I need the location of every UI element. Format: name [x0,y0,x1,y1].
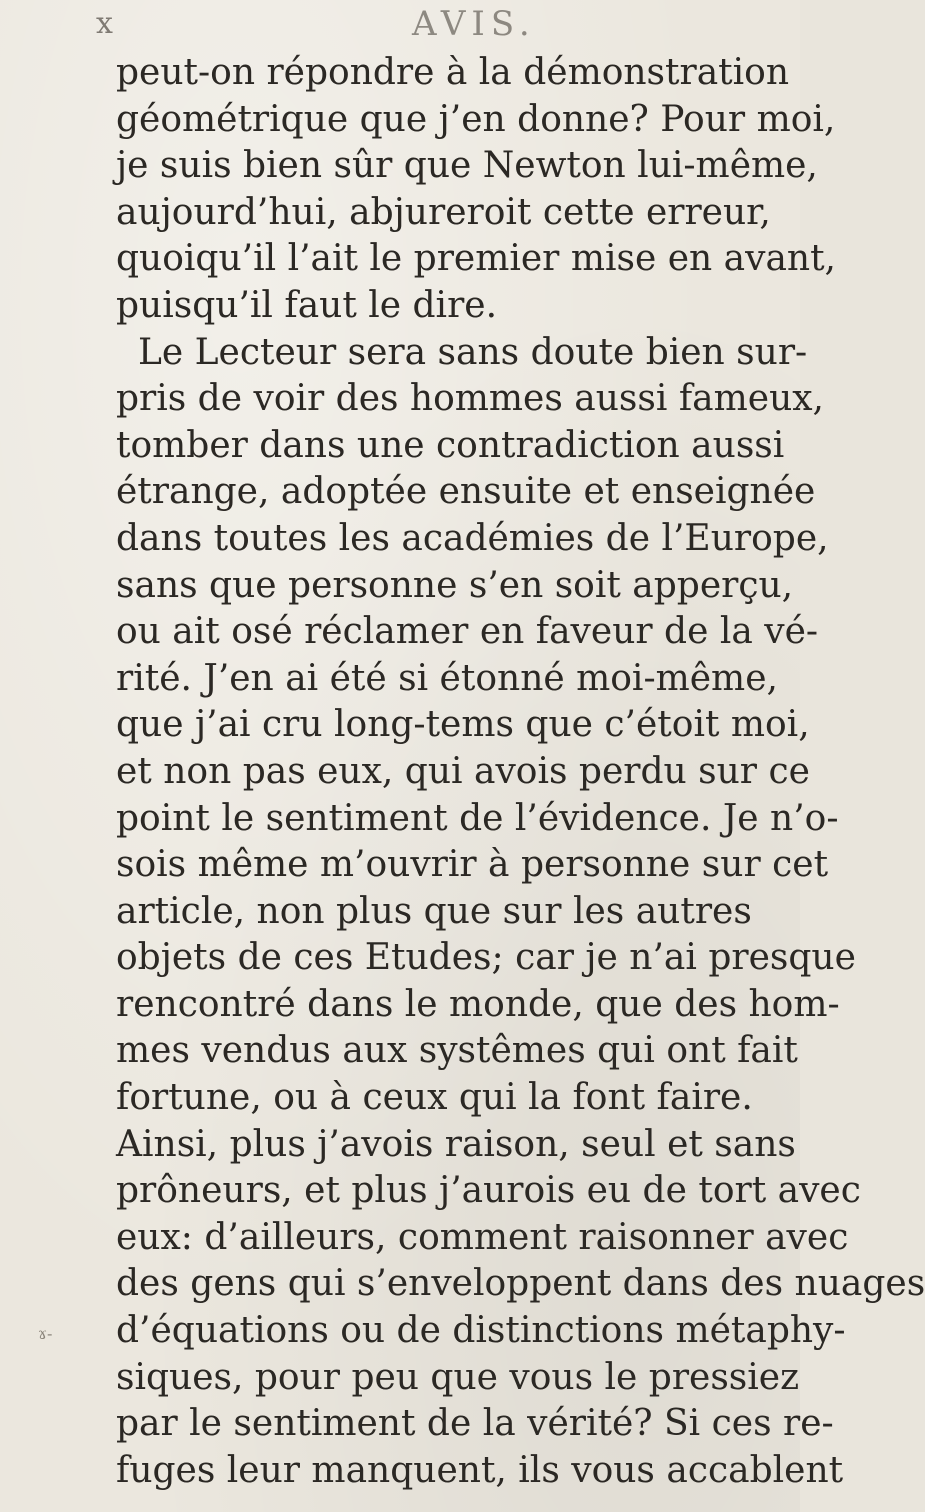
text-line: par le sentiment de la vérité? Si ces re- [116,1403,834,1445]
text-line: siques, pour peu que vous le pressiez [116,1356,800,1398]
text-line: géométrique que j’en donne? Pour moi, [116,98,836,140]
text-line: prôneurs, et plus j’aurois eu de tort avec [116,1170,861,1212]
text-line: point le sentiment de l’évidence. Je n’o- [116,797,839,839]
text-line: des gens qui s’enveloppent dans des nuages [116,1263,925,1305]
text-line: rencontré dans le monde, que des hom- [116,983,840,1025]
text-line: je suis bien sûr que Newton lui-même, [116,145,818,187]
text-line: fortune, ou à ceux qui la font faire. [116,1077,753,1119]
page-folio: x [96,6,115,41]
text-line: peut-on répondre à la démonstration [116,52,790,93]
text-line: Le Lecteur sera sans doute bien sur- [138,331,808,373]
text-line: dans toutes les académies de l’Europe, [116,517,829,559]
text-line: sois même m’ouvrir à personne sur cet [116,844,829,886]
text-line: tomber dans une contradiction aussi [116,424,785,466]
text-line: article, non plus que sur les autres [116,890,752,932]
text-line: Ainsi, plus j’avois raison, seul et sans [116,1123,796,1165]
text-line: d’équations ou de distinctions métaphy- [116,1310,846,1352]
text-line: étrange, adoptée ensuite et enseignée [116,471,816,513]
text-line: mes vendus aux systêmes qui ont fait [116,1030,798,1072]
text-line: que j’ai cru long-tems que c’étoit moi, [116,704,810,746]
body-text [116,50,925,1494]
text-line: aujourd’hui, abjureroit cette erreur, [116,191,771,233]
text-line: ou ait osé réclamer en faveur de la vé- [116,611,819,653]
text-line: puisqu’il faut le dire. [116,284,498,326]
text-line: rité. J’en ai été si étonné moi-même, [116,657,778,699]
running-head [0,6,800,46]
text-line: fuges leur manquent, ils vous accablent [116,1449,844,1491]
margin-smudge: ɤ- [38,1324,53,1343]
running-title: AVIS. [412,4,536,44]
text-line: eux: d’ailleurs, comment raisonner avec [116,1216,849,1258]
text-line: quoiqu’il l’ait le premier mise en avant, [116,238,836,280]
text-line: objets de ces Etudes; car je n’ai presque [116,937,856,979]
text-line: sans que personne s’en soit apperçu, [116,564,794,606]
text-line: pris de voir des hommes aussi fameux, [116,378,824,420]
text-line: et non pas eux, qui avois perdu sur ce [116,750,810,792]
